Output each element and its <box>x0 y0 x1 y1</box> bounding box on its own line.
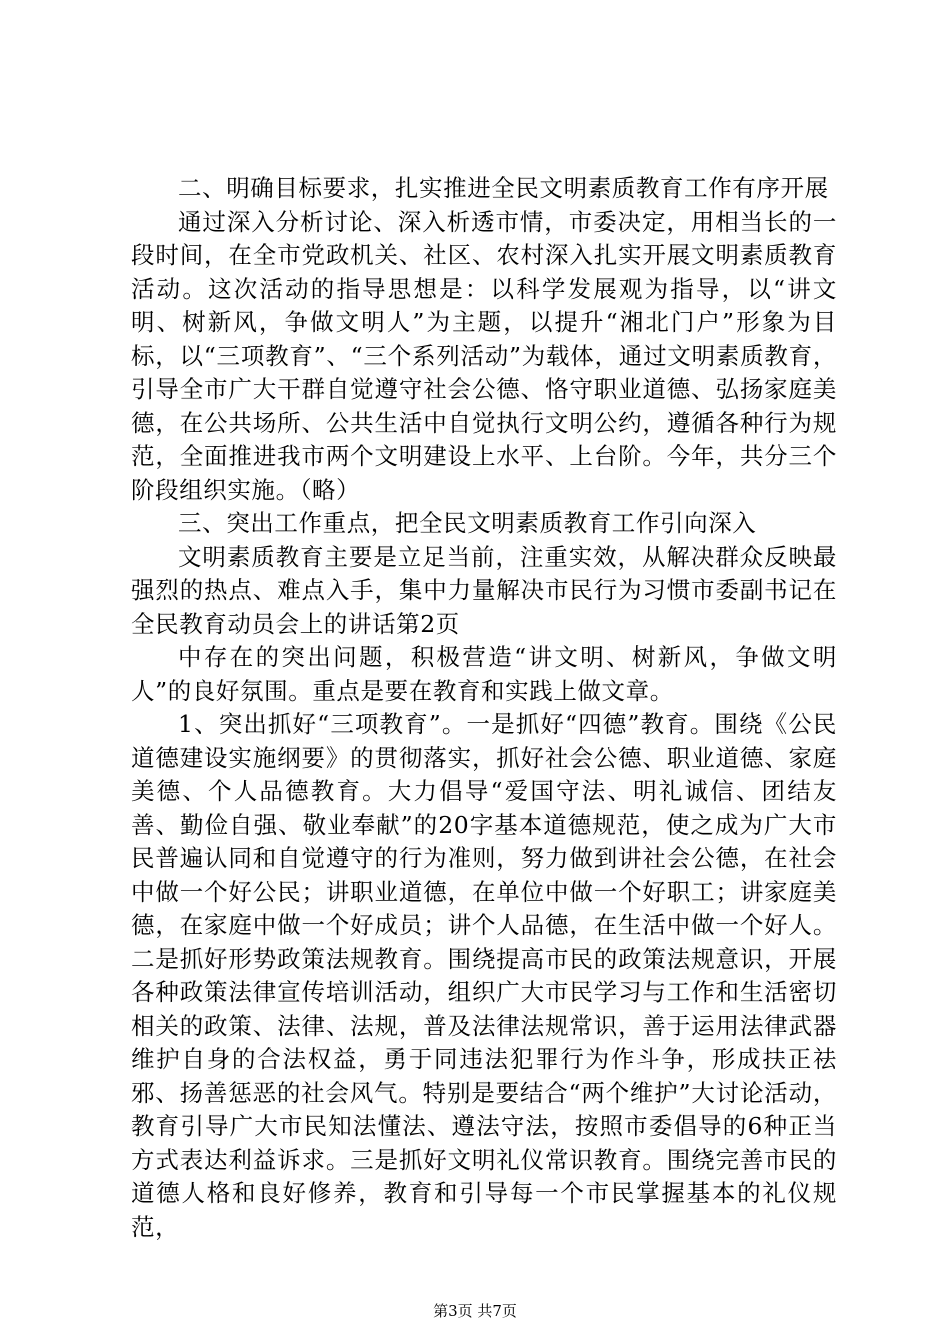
page-footer <box>0 1301 950 1321</box>
body-paragraph: 通过深入分析讨论、深入析透市情，市委决定，用相当长的一段时间，在全市党政机关、社区、农村深入扎实开展文明素质教育活动。这次活动的指导思想是：以科学发展观为指导，以“讲文明、树新风，争做文明人”为主题，以提升“湘北门户”形象为目标，以“三项教育”、“三个系列活动”为载体，通过文明素质教育，引导全市广大干群自觉遵守社会公德、恪守职业道德、弘扬家庭美德，在公共场所、公共生活中自觉执行文明公约，遵循各种行为规范，全面推进我市两个文明建设上水平、上台阶。今年，共分三个阶段组织实施。（略） <box>131 207 837 504</box>
section-heading-2: 二、明确目标要求，扎实推进全民文明素质教育工作有序开展 <box>178 174 829 202</box>
section-heading-3: 三、突出工作重点，把全民文明素质教育工作引向深入 <box>178 509 757 537</box>
page-number: 第3页 共7页 <box>433 1302 517 1320</box>
body-paragraph: 1、突出抓好“三项教育”。一是抓好“四德”教育。围绕《公民道德建设实施纲要》的贯彻落实，抓好社会公德、职业道德、家庭美德、个人品德教育。大力倡导“爱国守法、明礼诚信、团结友善、勤俭自强、敬业奉献”的20字基本道德规范，使之成为广大市民普遍认同和自觉遵守的行为准则，努力做到讲社会公德，在社会中做一个好公民；讲职业道德，在单位中做一个好职工；讲家庭美德，在家庭中做一个好成员；讲个人品德，在生活中做一个好人。二是抓好形势政策法规教育。围绕提高市民的政策法规意识，开展各种政策法律宣传培训活动，组织广大市民学习与工作和生活密切相关的政策、法律、法规，普及法律法规常识，善于运用法律武器维护自身的合法权益，勇于同违法犯罪行为作斗争，形成扶正祛邪、扬善惩恶的社会风气。特别是要结合“两个维护”大讨论活动，教育引导广大市民知法懂法、遵法守法，按照市委倡导的6种正当方式表达利益诉求。三是抓好文明礼仪常识教育。围绕完善市民的道德人格和良好修养，教育和引导每一个市民掌握基本的礼仪规范， <box>131 710 837 1241</box>
body-paragraph: 中存在的突出问题，积极营造“讲文明、树新风，争做文明人”的良好氛围。重点是要在教育和实践上做文章。 <box>131 643 837 705</box>
body-paragraph: 文明素质教育主要是立足当前，注重实效，从解决群众反映最强烈的热点、难点入手，集中力量解决市民行为习惯市委副书记在全民教育动员会上的讲话第2页 <box>131 542 837 638</box>
document-body <box>131 172 837 1244</box>
